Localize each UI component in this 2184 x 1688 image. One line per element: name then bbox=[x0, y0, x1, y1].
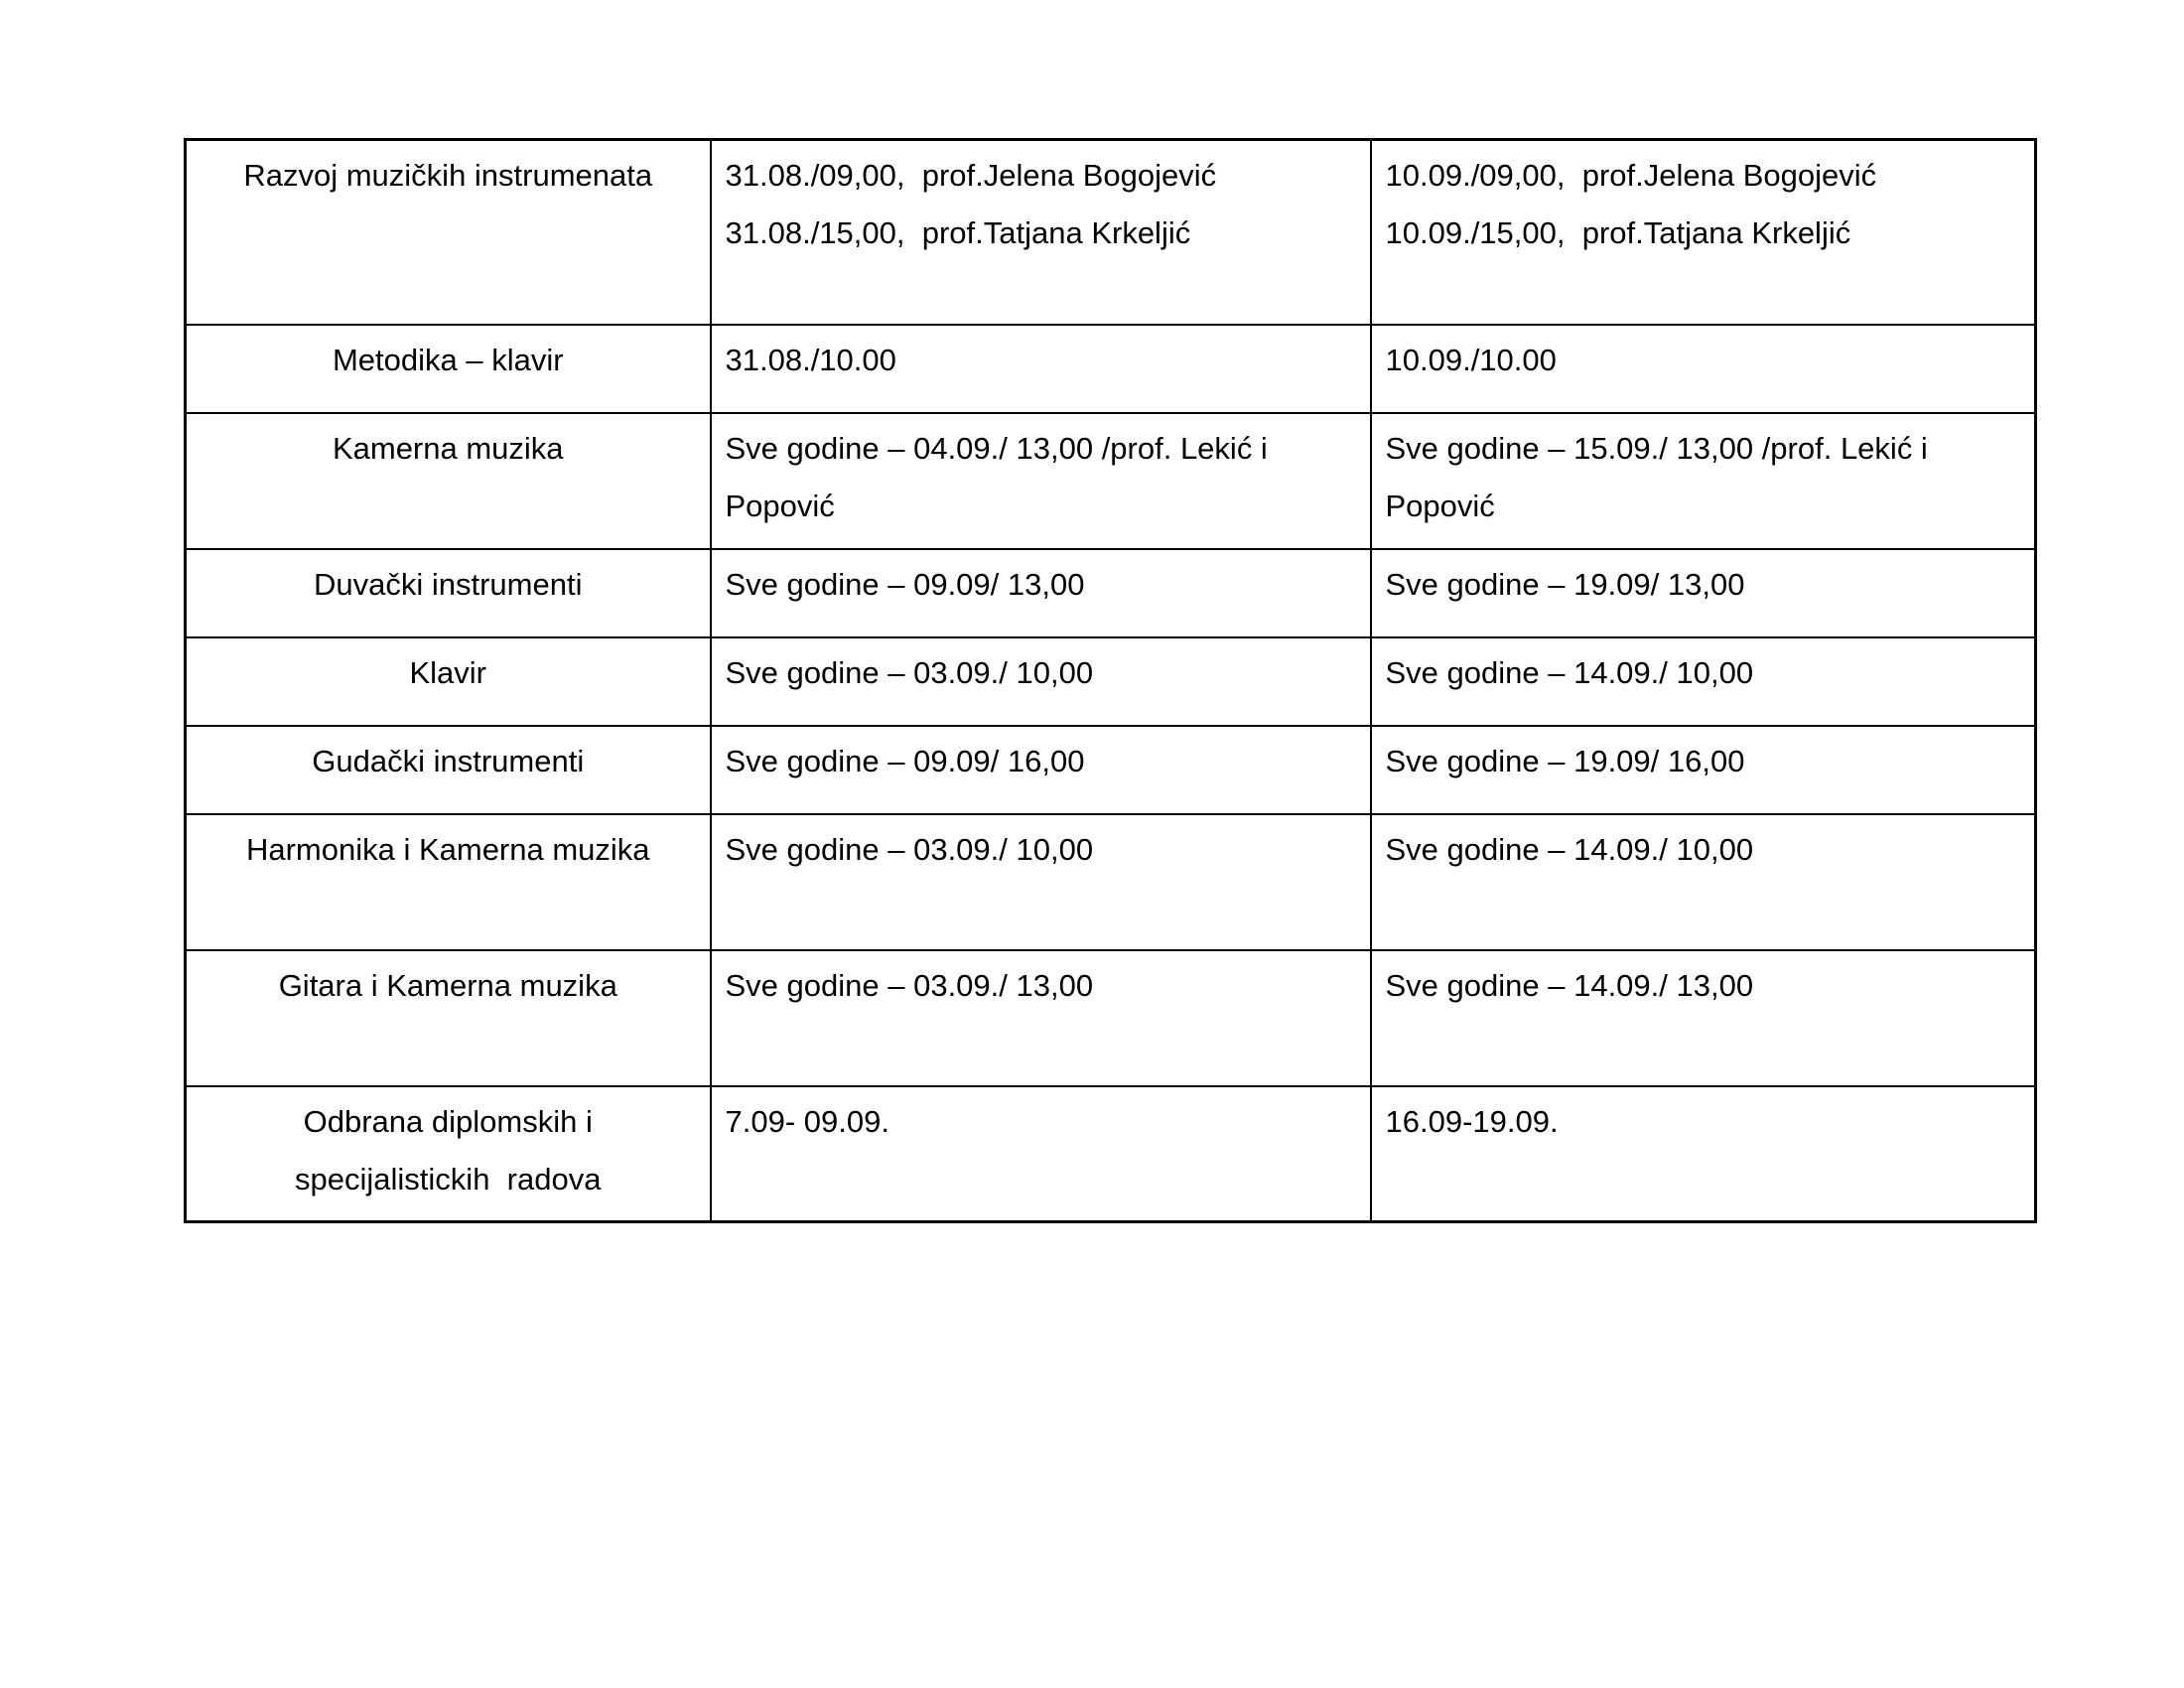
term2-cell bbox=[1371, 549, 2036, 637]
term1-text: 31.08./10.00 bbox=[725, 342, 896, 377]
subject-text: Gudački instrumenti bbox=[312, 743, 585, 778]
term1-cell bbox=[711, 1086, 1371, 1222]
term2-cell bbox=[1371, 726, 2036, 814]
exam-schedule-table bbox=[184, 138, 2037, 1223]
term1-text: Sve godine – 04.09./ 13,00 /prof. Lekić i bbox=[725, 430, 1268, 466]
term1-cell bbox=[711, 325, 1371, 413]
table-row bbox=[186, 325, 2036, 413]
term1-cell bbox=[711, 140, 1371, 325]
subject-text: specijalistickih radova bbox=[295, 1161, 602, 1196]
subject-cell bbox=[186, 814, 711, 950]
table-row bbox=[186, 1086, 2036, 1222]
term2-text: Sve godine – 14.09./ 10,00 bbox=[1385, 831, 1754, 867]
table-row bbox=[186, 950, 2036, 1086]
term1-cell bbox=[711, 950, 1371, 1086]
term2-cell bbox=[1371, 950, 2036, 1086]
term2-text: Sve godine – 14.09./ 10,00 bbox=[1385, 654, 1754, 690]
term1-cell bbox=[711, 814, 1371, 950]
subject-cell bbox=[186, 950, 711, 1086]
term1-text: Sve godine – 03.09./ 10,00 bbox=[725, 654, 1094, 690]
term1-text: 31.08./09,00, prof.Jelena Bogojević bbox=[725, 158, 1217, 193]
table-row bbox=[186, 140, 2036, 325]
term1-text: 31.08./15,00, prof.Tatjana Krkeljić bbox=[725, 215, 1191, 250]
term1-text: Sve godine – 09.09/ 16,00 bbox=[725, 743, 1085, 778]
subject-text: Duvački instrumenti bbox=[314, 566, 583, 602]
term2-cell bbox=[1371, 413, 2036, 549]
term2-text: 10.09./10.00 bbox=[1385, 342, 1557, 377]
term2-cell bbox=[1371, 637, 2036, 726]
subject-text: Harmonika i Kamerna muzika bbox=[245, 831, 650, 867]
subject-cell bbox=[186, 140, 711, 325]
subject-text: Metodika – klavir bbox=[332, 342, 564, 377]
term1-text: Sve godine – 03.09./ 10,00 bbox=[725, 831, 1094, 867]
subject-text: Odbrana diplomskih i bbox=[303, 1103, 593, 1139]
table-row bbox=[186, 413, 2036, 549]
subject-cell bbox=[186, 726, 711, 814]
subject-cell bbox=[186, 413, 711, 549]
term1-cell bbox=[711, 637, 1371, 726]
term1-text: Sve godine – 03.09./ 13,00 bbox=[725, 967, 1094, 1003]
table-row bbox=[186, 814, 2036, 950]
term2-text: Sve godine – 19.09/ 13,00 bbox=[1385, 566, 1745, 602]
table-row bbox=[186, 726, 2036, 814]
subject-cell bbox=[186, 1086, 711, 1222]
term2-cell bbox=[1371, 325, 2036, 413]
term2-text: 10.09./09,00, prof.Jelena Bogojević bbox=[1385, 158, 1877, 193]
term2-text: Popović bbox=[1385, 488, 1495, 523]
term2-text: 10.09./15,00, prof.Tatjana Krkeljić bbox=[1385, 215, 1851, 250]
term1-cell bbox=[711, 549, 1371, 637]
table-row bbox=[186, 549, 2036, 637]
term1-text: Popović bbox=[725, 488, 835, 523]
subject-text: Razvoj muzičkih instrumenata bbox=[243, 158, 653, 193]
term2-text: Sve godine – 19.09/ 16,00 bbox=[1385, 743, 1745, 778]
subject-text: Klavir bbox=[409, 654, 486, 690]
subject-text: Kamerna muzika bbox=[332, 430, 564, 466]
table-row bbox=[186, 637, 2036, 726]
subject-cell bbox=[186, 549, 711, 637]
exam-schedule-body bbox=[186, 140, 2036, 1222]
term2-text: Sve godine – 14.09./ 13,00 bbox=[1385, 967, 1754, 1003]
term2-text: Sve godine – 15.09./ 13,00 /prof. Lekić i bbox=[1385, 430, 1928, 466]
term1-text: 7.09- 09.09. bbox=[725, 1103, 889, 1139]
term1-cell bbox=[711, 413, 1371, 549]
term2-text: 16.09-19.09. bbox=[1385, 1103, 1559, 1139]
term2-cell bbox=[1371, 140, 2036, 325]
term1-cell bbox=[711, 726, 1371, 814]
subject-text: Gitara i Kamerna muzika bbox=[278, 967, 617, 1003]
subject-cell bbox=[186, 325, 711, 413]
term1-text: Sve godine – 09.09/ 13,00 bbox=[725, 566, 1085, 602]
term2-cell bbox=[1371, 1086, 2036, 1222]
term2-cell bbox=[1371, 814, 2036, 950]
subject-cell bbox=[186, 637, 711, 726]
